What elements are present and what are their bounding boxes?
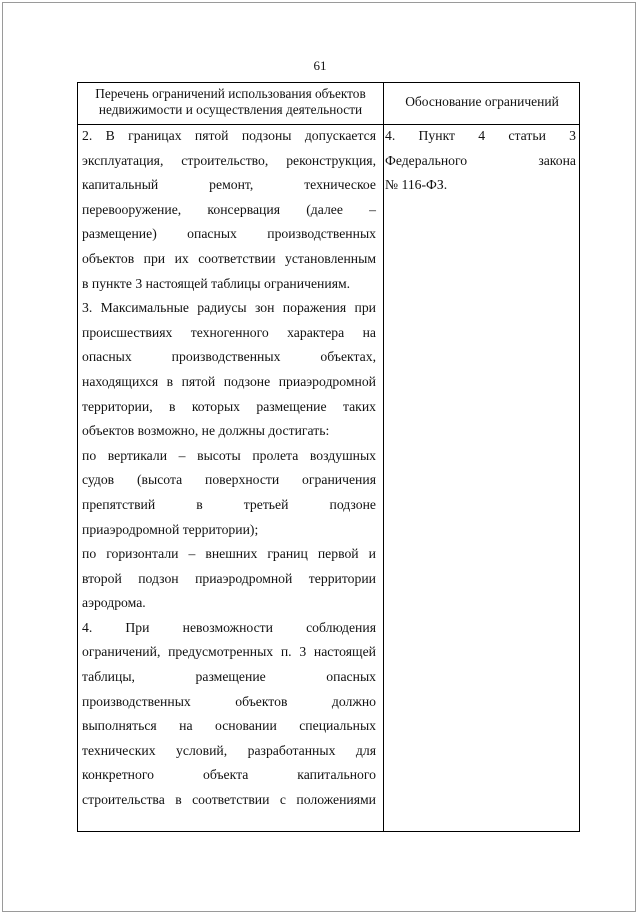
restriction-line: строительства в соответствии с положениями <box>82 792 376 808</box>
restrictions-text <box>82 124 376 813</box>
justification-text <box>385 124 576 198</box>
justification-line: 4. Пункт 4 статьи 3 <box>385 128 576 143</box>
restriction-line: объектов при их соответствии установленным <box>82 250 376 266</box>
restriction-line: размещение) опасных производственных <box>82 226 376 242</box>
table-header-restrictions: Перечень ограничений использования объектов недвижимости и осуществления деятельности <box>95 86 366 117</box>
restriction-line: территории, в которых размещение таких <box>82 398 376 414</box>
restriction-line: 2. В границах пятой подзоны допускается <box>82 128 376 143</box>
restriction-line: второй подзон приаэродромной территории <box>82 570 376 586</box>
restriction-line: выполняться на основании специальных <box>82 718 376 734</box>
restriction-line: объектов возможно, не должны достигать: <box>82 423 330 439</box>
restriction-line: препятствий в третьей подзоне <box>82 496 376 512</box>
restriction-line: аэродрома. <box>82 595 146 611</box>
restriction-line: по горизонтали – внешних границ первой и <box>82 546 376 562</box>
restriction-line: происшествиях техногенного характера на <box>82 324 376 340</box>
table-header-justification: Обоснование ограничений <box>405 94 559 109</box>
restriction-line: производственных объектов должно <box>82 693 376 709</box>
restriction-line: эксплуатация, строительство, реконструкция, <box>82 152 376 168</box>
restriction-line: ограничений, предусмотренных п. 3 настоящей <box>82 644 376 660</box>
restriction-line: 4. При невозможности соблюдения <box>82 619 376 635</box>
restriction-line: таблицы, размещение опасных <box>82 669 376 685</box>
restriction-line: по вертикали – высоты пролета воздушных <box>82 447 376 463</box>
justification-line: Федерального закона <box>385 152 576 168</box>
restriction-line: конкретного объекта капитального <box>82 767 376 783</box>
restriction-line: 3. Максимальные радиусы зон поражения при <box>82 300 376 316</box>
restriction-line: судов (высота поверхности ограничения <box>82 472 376 488</box>
restriction-line: находящихся в пятой подзоне приаэродромной <box>82 373 376 389</box>
restriction-line: в пункте 3 настоящей таблицы ограничениям. <box>82 275 351 291</box>
restriction-line: капитальный ремонт, техническое <box>82 177 376 193</box>
restriction-line: приаэродромной территории); <box>82 521 259 537</box>
page-number: 61 <box>313 58 327 73</box>
justification-line: № 116-ФЗ. <box>385 177 448 193</box>
restriction-line: перевооружение, консервация (далее – <box>82 201 376 217</box>
restriction-line: опасных производственных объектах, <box>82 349 376 365</box>
restriction-line: технических условий, разработанных для <box>82 742 376 758</box>
